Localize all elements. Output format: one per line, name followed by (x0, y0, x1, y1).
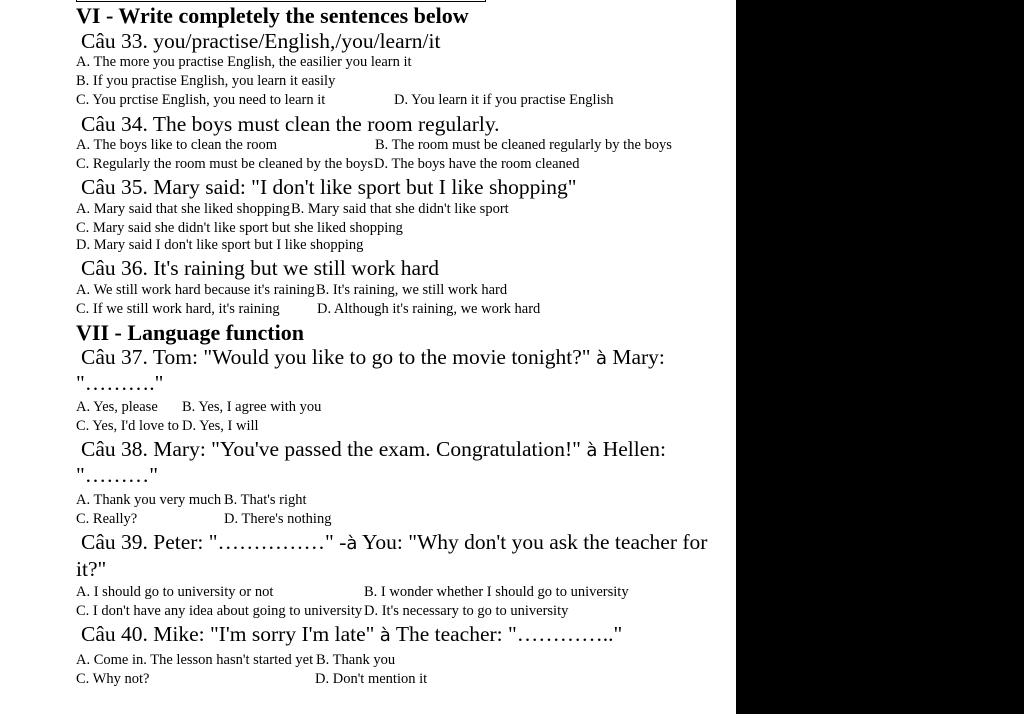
q37-option-d: D. Yes, I will (182, 418, 259, 434)
q35-option-c: C. Mary said she didn't like sport but she liked shopping (76, 220, 403, 236)
q36-option-d: D. Although it's raining, we work hard (317, 301, 541, 317)
q39-arrow: à (346, 533, 358, 554)
question-40-stem (81, 622, 622, 647)
q37-stem-text: Câu 37. Tom: "Would you like to go to the movie tonight?" (81, 345, 591, 369)
q38-answer-blank: "………" (76, 463, 159, 487)
q33-option-a: A. The more you practise English, the easilier you learn it (76, 54, 412, 70)
q40-option-c: C. Why not? (76, 671, 150, 687)
section-vi-heading: VI - Write completely the sentences below (76, 3, 469, 28)
question-33-stem: Câu 33. you/practise/English,/you/learn/it (81, 29, 441, 53)
q40-stem-text: Câu 40. Mike: "I'm sorry I'm late" (81, 622, 375, 646)
q39-stem-speaker: You: "Why don't you ask the teacher for (361, 530, 708, 554)
question-37-stem (81, 345, 665, 370)
q36-option-c: C. If we still work hard, it's raining (76, 301, 280, 317)
q36-option-b: B. It's raining, we still work hard (316, 282, 508, 298)
black-margin (736, 0, 1024, 714)
q33-option-c: C. You prctise English, you need to learn it (76, 92, 326, 108)
q38-option-d: D. There's nothing (224, 511, 332, 527)
q38-arrow: à (586, 440, 598, 461)
q37-arrow: à (595, 348, 607, 369)
q40-option-b: B. Thank you (316, 652, 396, 668)
q37-answer-blank: "………." (76, 371, 164, 395)
q38-stem-speaker: Hellen: (602, 437, 667, 461)
q35-option-b: B. Mary said that she didn't like sport (291, 201, 509, 217)
q40-stem-speaker: The teacher: "………….." (395, 622, 623, 646)
q40-option-a: A. Come in. The lesson hasn't started yet (76, 652, 314, 668)
q38-option-b: B. That's right (224, 492, 307, 508)
q36-option-a: A. We still work hard because it's raining (76, 282, 315, 298)
table-bottom-edge (76, 0, 486, 2)
q37-option-a: A. Yes, please (76, 399, 158, 415)
q35-option-a: A. Mary said that she liked shopping (76, 201, 290, 217)
q39-option-c: C. I don't have any idea about going to university (76, 603, 363, 619)
q34-option-c: C. Regularly the room must be cleaned by the boys (76, 156, 374, 172)
q34-option-b: B. The room must be cleaned regularly by the boys (375, 137, 672, 153)
q38-stem-text: Câu 38. Mary: "You've passed the exam. Congratulation!" (81, 437, 581, 461)
q37-option-c: C. Yes, I'd love to (76, 418, 179, 434)
q33-option-b: B. If you practise English, you learn it easily (76, 73, 336, 89)
q34-option-a: A. The boys like to clean the room (76, 137, 278, 153)
q39-option-d: D. It's necessary to go to university (364, 603, 569, 619)
question-38-stem (81, 437, 666, 462)
q39-stem-continued: it?" (76, 557, 107, 581)
q40-arrow: à (379, 625, 391, 646)
q37-stem-speaker: Mary: (612, 345, 665, 369)
question-34-stem: Câu 34. The boys must clean the room regularly. (81, 112, 500, 136)
question-35-stem: Câu 35. Mary said: "I don't like sport but I like shopping" (81, 175, 577, 199)
q40-option-d: D. Don't mention it (315, 671, 428, 687)
q34-option-d: D. The boys have the room cleaned (374, 156, 580, 172)
q37-option-b: B. Yes, I agree with you (182, 399, 322, 415)
q39-stem-text: Câu 39. Peter: "……………" - (81, 530, 347, 554)
q39-option-a: A. I should go to university or not (76, 584, 274, 600)
question-36-stem: Câu 36. It's raining but we still work hard (81, 256, 439, 280)
q38-option-a: A. Thank you very much (76, 492, 222, 508)
q33-option-d: D. You learn it if you practise English (394, 92, 614, 108)
q35-option-d: D. Mary said I don't like sport but I like shopping (76, 237, 364, 253)
question-39-stem (81, 530, 707, 555)
q38-option-c: C. Really? (76, 511, 138, 527)
q39-option-b: B. I wonder whether I should go to university (364, 584, 629, 600)
section-vii-heading: VII - Language function (76, 320, 304, 345)
